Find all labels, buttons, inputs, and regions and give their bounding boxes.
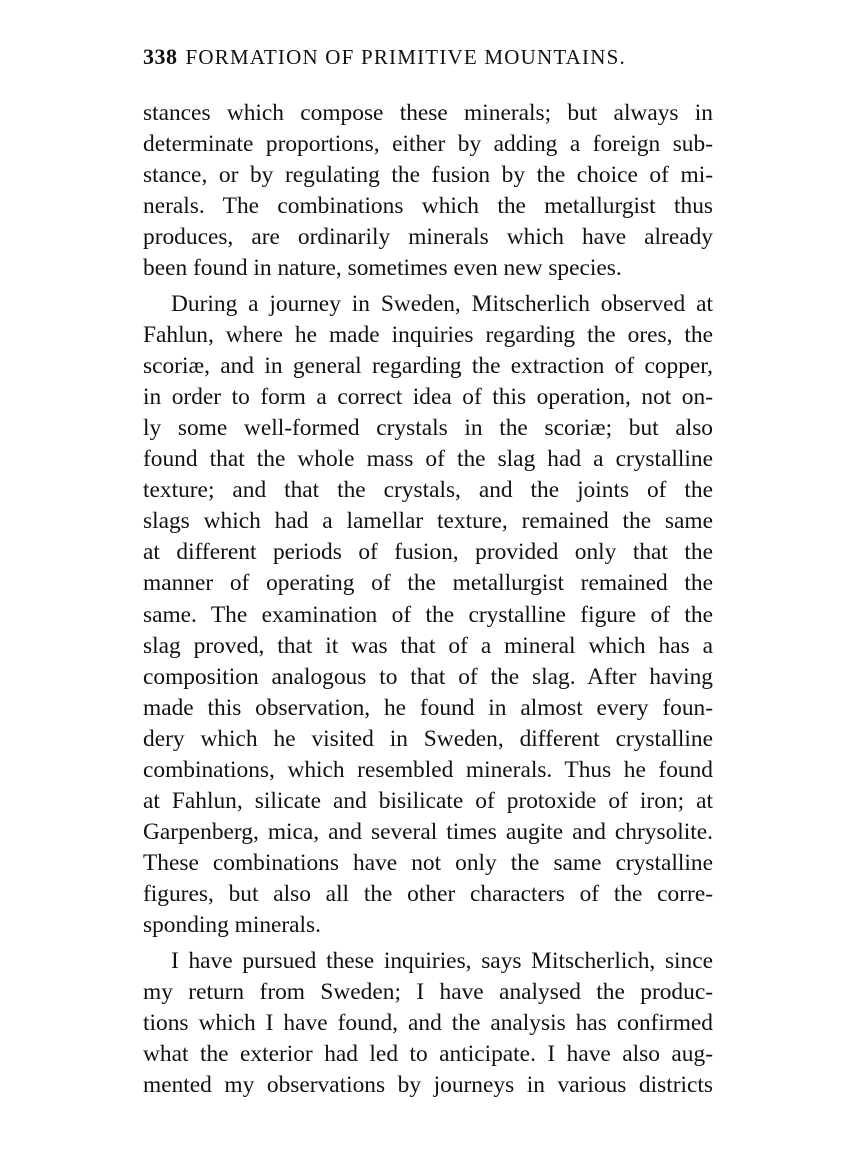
- text-line: scoriæ, and in general regarding the extraction of copper,: [143, 352, 713, 379]
- text-line: slags which had a lamellar texture, remained the same: [143, 508, 713, 535]
- text-line: produces, are ordinarily minerals which have already: [143, 224, 713, 251]
- text-line: dery which he visited in Sweden, different crystalline: [143, 725, 713, 752]
- running-title: FORMATION OF PRIMITIVE MOUNTAINS.: [185, 45, 626, 69]
- paragraph: [143, 98, 713, 285]
- text-line: ly some well-formed crystals in the scoriæ; but also: [143, 414, 713, 441]
- text-line: mented my observations by journeys in various districts: [143, 1071, 713, 1098]
- text-line: slag proved, that it was that of a mineral which has a: [143, 632, 713, 659]
- text-line: at Fahlun, silicate and bisilicate of protoxide of iron; at: [143, 788, 713, 815]
- text-line: tions which I have found, and the analysis has confirmed: [143, 1009, 713, 1036]
- paragraph: [143, 946, 713, 1101]
- page-number: 338: [143, 44, 178, 69]
- text-line: During a journey in Sweden, Mitscherlich observed at: [171, 290, 713, 317]
- text-line: figures, but also all the other characters of the corre-: [143, 881, 713, 908]
- text-line: determinate proportions, either by adding a foreign sub-: [143, 131, 713, 158]
- body-text: [143, 98, 713, 1101]
- text-line: what the exterior had led to anticipate. I have also aug-: [143, 1040, 713, 1067]
- text-line: composition analogous to that of the slag. After having: [143, 663, 713, 690]
- paragraph: [143, 289, 713, 942]
- text-line: texture; and that the crystals, and the joints of the: [143, 477, 713, 504]
- text-line: found that the whole mass of the slag had a crystalline: [143, 446, 713, 473]
- text-line: nerals. The combinations which the metallurgist thus: [143, 193, 713, 220]
- text-line: These combinations have not only the same crystalline: [143, 850, 713, 877]
- running-head: [143, 44, 703, 70]
- text-line: at different periods of fusion, provided only that the: [143, 539, 713, 566]
- text-line: I have pursued these inquiries, says Mitscherlich, since: [171, 947, 713, 974]
- text-line: manner of operating of the metallurgist remained the: [143, 570, 713, 597]
- text-line: Garpenberg, mica, and several times augite and chrysolite.: [143, 819, 713, 846]
- text-line: stances which compose these minerals; but always in: [143, 100, 713, 126]
- text-line: Fahlun, where he made inquiries regarding the ores, the: [143, 321, 713, 348]
- text-line: sponding minerals.: [143, 912, 322, 939]
- text-line: same. The examination of the crystalline figure of the: [143, 601, 713, 628]
- text-line: combinations, which resembled minerals. Thus he found: [143, 756, 713, 783]
- text-line: stance, or by regulating the fusion by the choice of mi-: [143, 162, 713, 189]
- text-line: been found in nature, sometimes even new species.: [143, 255, 622, 282]
- text-line: my return from Sweden; I have analysed the produc-: [143, 978, 713, 1005]
- text-line: made this observation, he found in almost every foun-: [143, 694, 713, 721]
- text-line: in order to form a correct idea of this operation, not on-: [143, 383, 713, 410]
